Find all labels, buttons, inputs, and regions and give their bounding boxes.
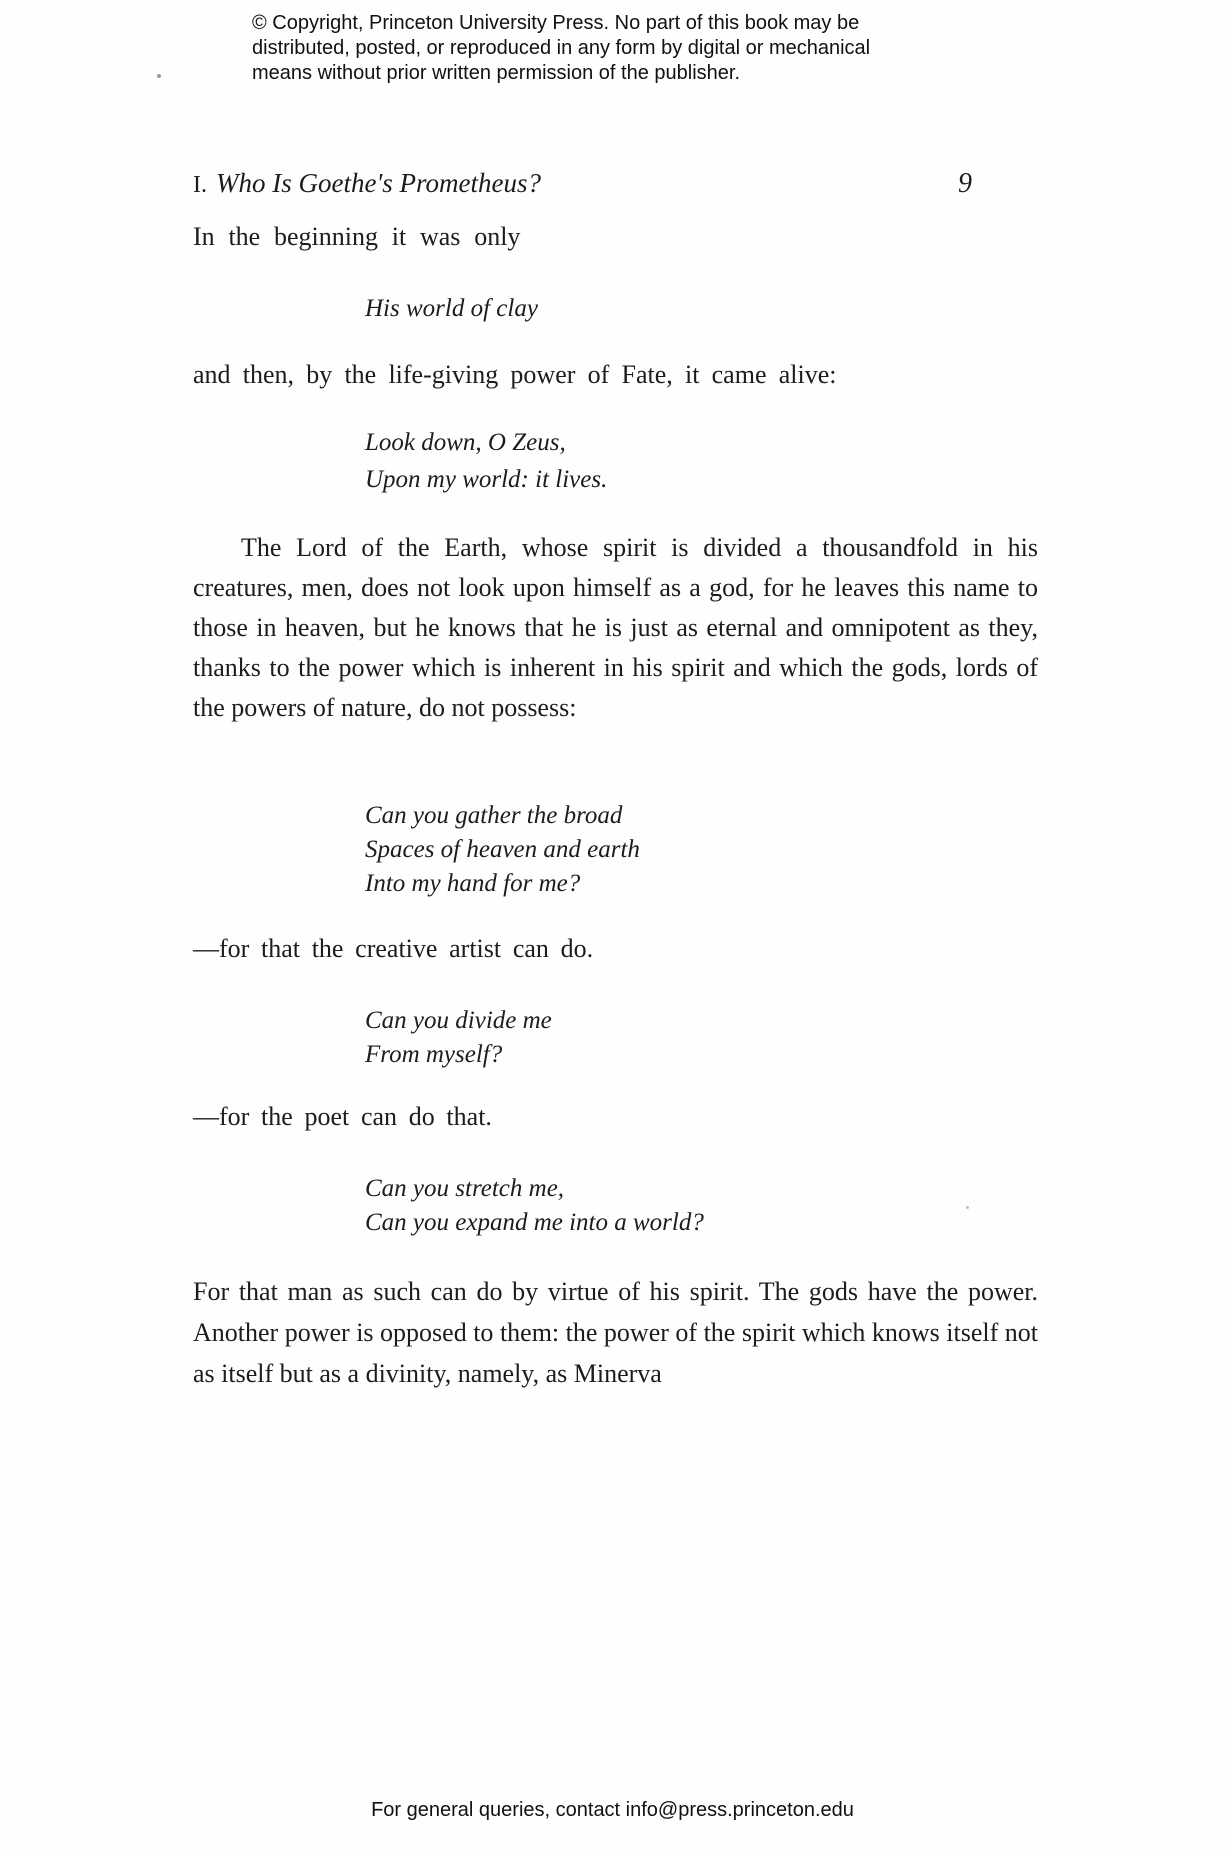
verse-line: Can you stretch me, <box>365 1175 565 1202</box>
prose-aside-2: —for the poet can do that. <box>193 1102 492 1131</box>
running-header <box>193 168 1038 200</box>
verse-line: Upon my world: it lives. <box>365 466 608 493</box>
verse-quote-1 <box>193 292 1210 326</box>
copyright-line: distributed, posted, or reproduced in any form by digital or mechanical <box>252 37 871 59</box>
page-number: 9 <box>958 168 972 199</box>
body-paragraph-2: For that man as such can do by virtue of his spirit. The gods have the power. Another power is opposed to them: the power of the spirit which knows itself not as itself but as a divinity, namely, as Minerva <box>193 1277 1038 1388</box>
prose-line-continuation: and then, by the life-giving power of Fate, it came alive: <box>193 360 837 389</box>
verse-quote-3 <box>193 799 1210 901</box>
verse-line: Look down, O Zeus, <box>365 429 566 456</box>
prose-aside-1: —for that the creative artist can do. <box>193 934 594 963</box>
body-paragraph-1: The Lord of the Earth, whose spirit is divided a thousandfold in his creatures, men, does not look upon himself as a god, for he leaves this name to those in heaven, but he knows that he is just as eternal and omnipotent as they, thanks to the power which is inherent in his spirit and which the gods, lords of the powers of nature, do not possess: <box>193 533 1038 722</box>
verse-line: From myself? <box>365 1041 503 1068</box>
verse-line: Can you expand me into a world? <box>365 1209 704 1236</box>
verse-quote-2 <box>193 424 1210 498</box>
chapter-number: I. <box>193 172 207 198</box>
verse-line: Can you divide me <box>365 1007 552 1034</box>
copyright-line: means without prior written permission of the publisher. <box>252 62 741 84</box>
chapter-title: Who Is Goethe's Prometheus? <box>216 168 541 198</box>
copyright-notice <box>252 11 952 86</box>
verse-line: Spaces of heaven and earth <box>365 836 640 863</box>
verse-line: His world of clay <box>365 295 538 322</box>
copyright-line: © Copyright, Princeton University Press. No part of this book may be <box>252 12 860 34</box>
verse-line: Can you gather the broad <box>365 802 623 829</box>
verse-quote-4 <box>193 1004 1210 1072</box>
verse-line: Into my hand for me? <box>365 870 581 897</box>
prose-line-intro: In the beginning it was only <box>193 222 521 251</box>
queries-footer: For general queries, contact info@press.princeton.edu <box>371 1799 854 1821</box>
chapter-heading <box>193 168 541 199</box>
verse-quote-5 <box>193 1172 1210 1240</box>
scan-speck <box>157 74 161 78</box>
